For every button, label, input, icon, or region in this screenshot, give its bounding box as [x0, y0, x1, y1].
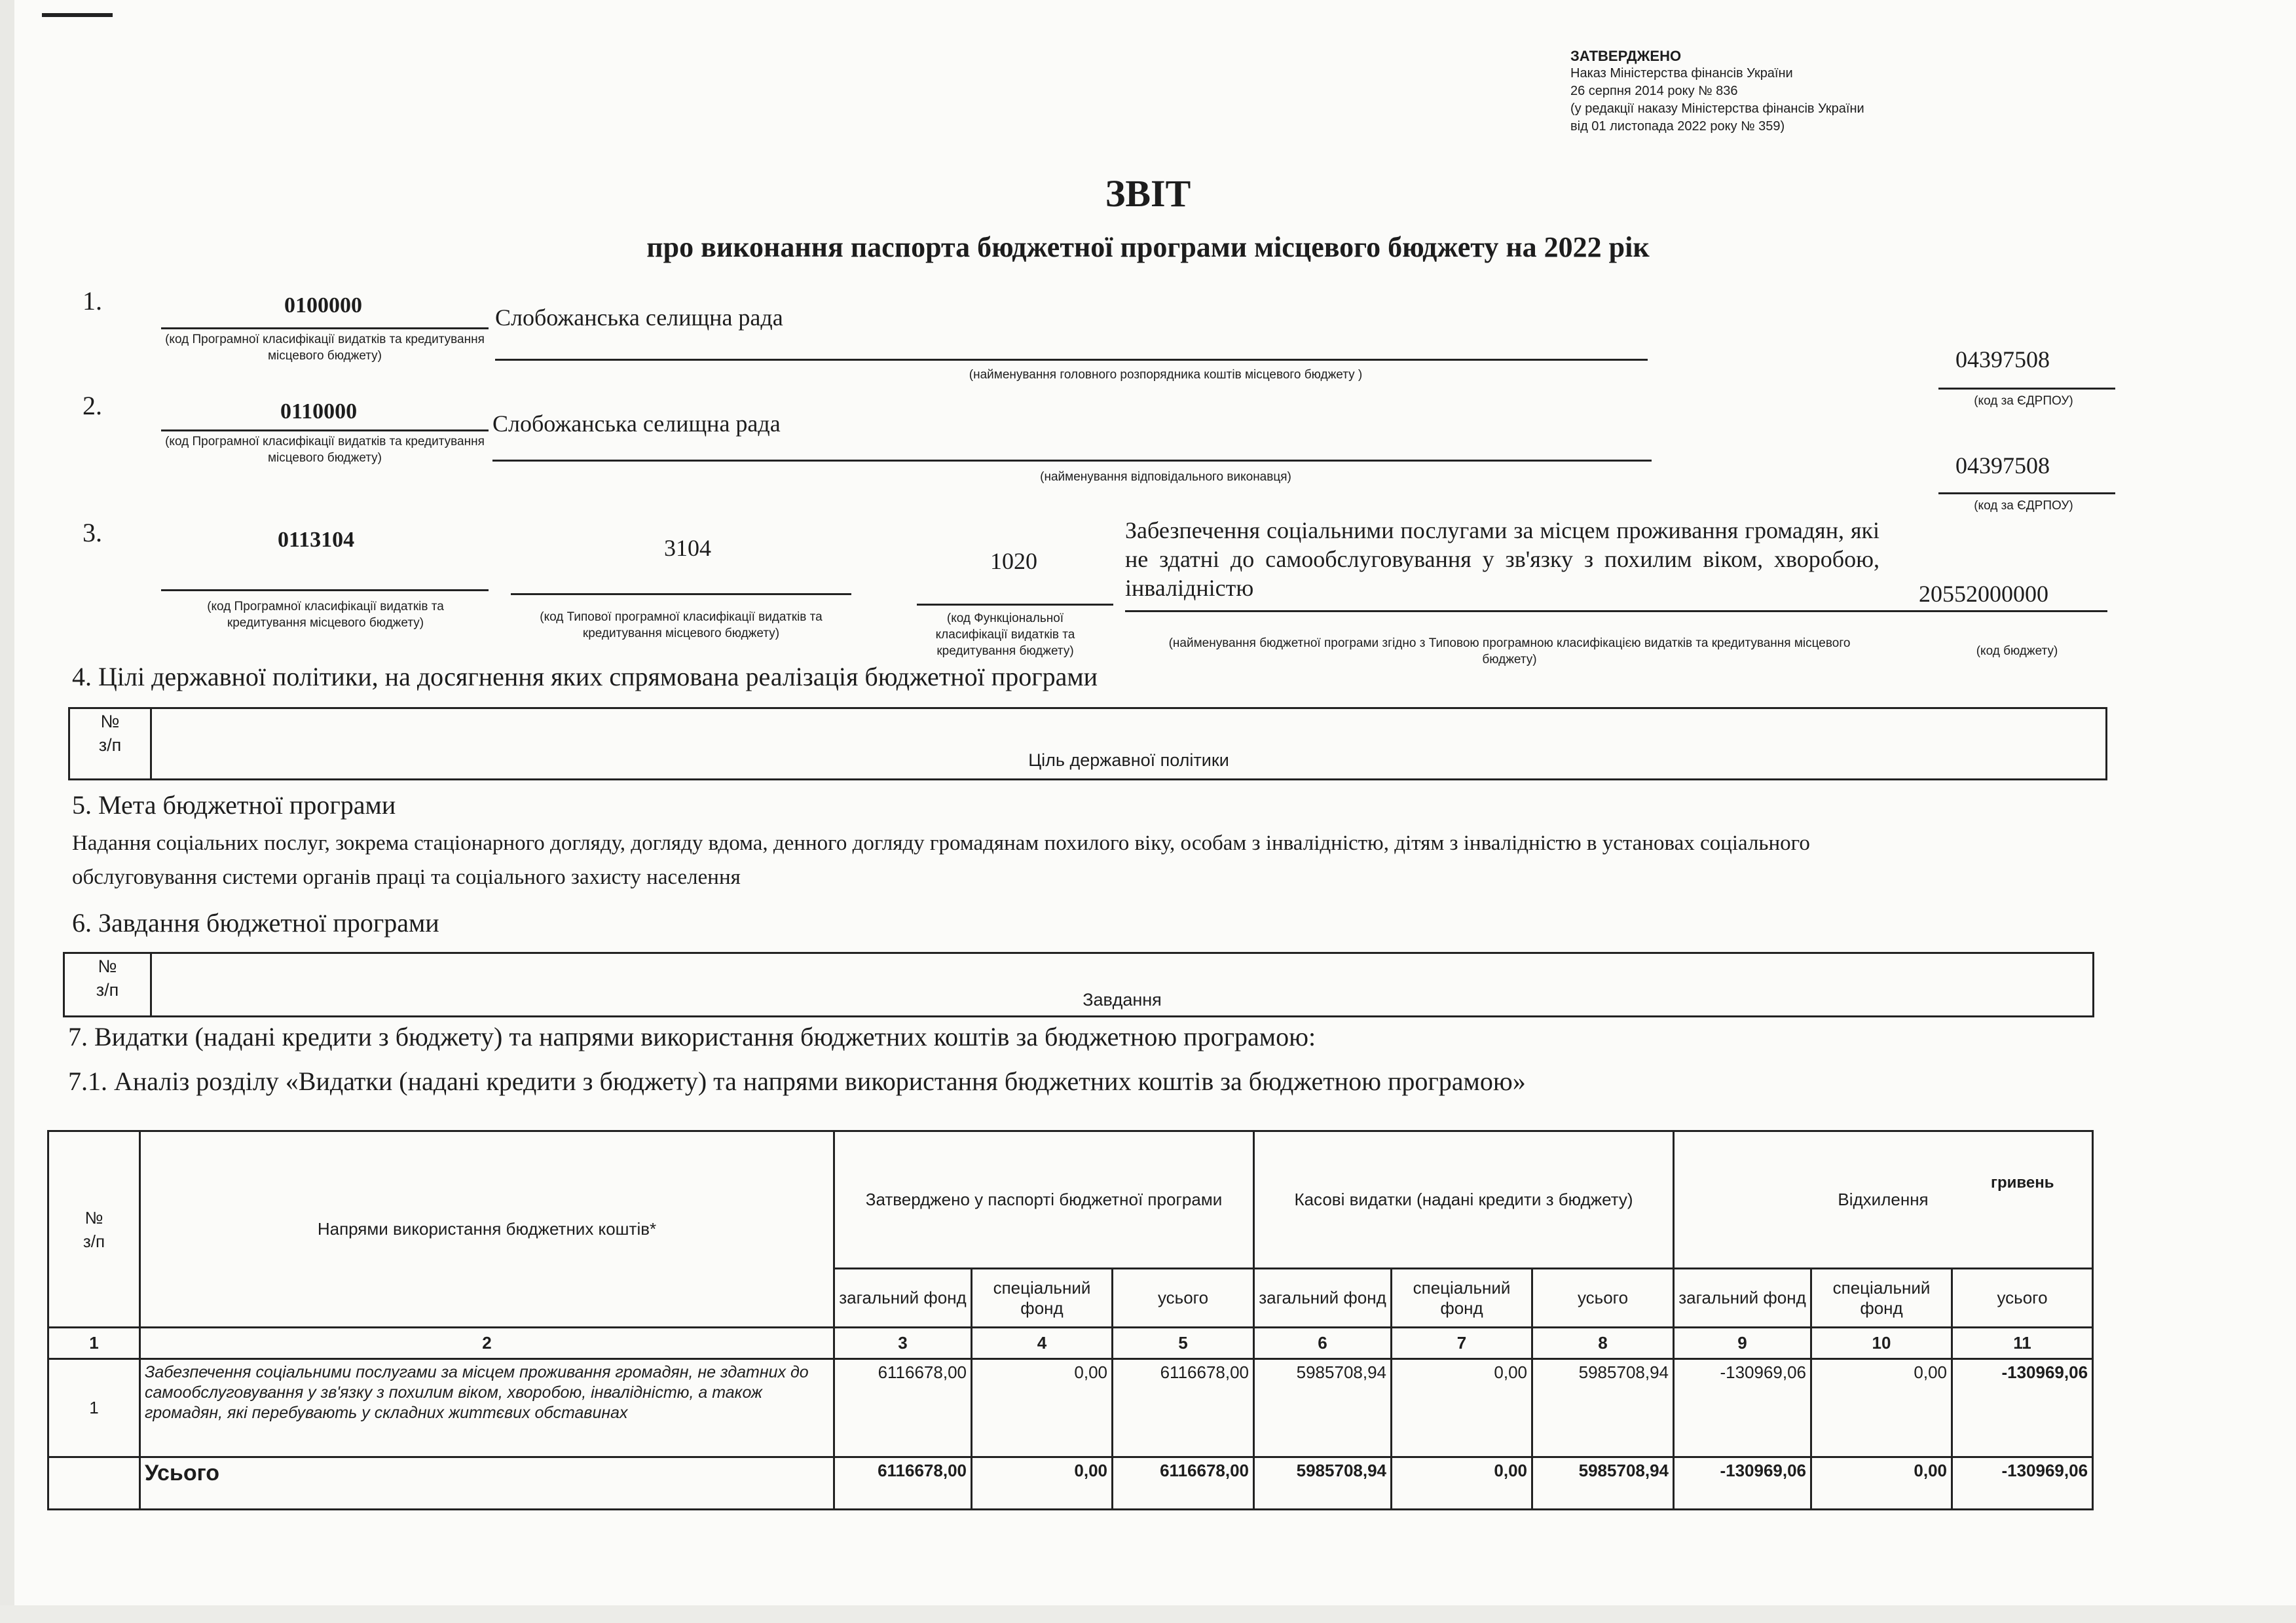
scan-mark — [42, 13, 113, 17]
document-title: ЗВІТ — [1105, 172, 1191, 215]
code-hint: (код Програмної класифікації видатків та кредитування місцевого бюджету) — [165, 333, 485, 363]
typical-code: 3104 — [664, 535, 711, 561]
program-purpose-line: Надання соціальних послуг, зокрема стаціонарного догляду, догляду вдома, денного догляду громадянам похилого віку, особам з інвалідністю, дітям з інвалідністю в установах соціального — [72, 831, 1810, 855]
column-number: 6 — [1254, 1328, 1392, 1359]
total-value: 0,00 — [1392, 1457, 1532, 1510]
row-value: 6116678,00 — [834, 1359, 972, 1457]
column-number: 10 — [1811, 1328, 1952, 1359]
header-cash: Касові видатки (надані кредити з бюджету) — [1254, 1131, 1674, 1269]
header-special-fund: спеціальний фонд — [972, 1269, 1113, 1328]
edrpou-hint: (код за ЄДРПОУ) — [1974, 394, 2073, 408]
row-value: -130969,06 — [1952, 1359, 2093, 1457]
header-no: № з/п — [48, 1131, 140, 1328]
column-number: 5 — [1113, 1328, 1254, 1359]
edrpou-code: 04397508 — [1955, 346, 2050, 373]
row-value: -130969,06 — [1674, 1359, 1811, 1457]
function-hint: (код Функціональної класифікації видатків та кредитування бюджету) — [935, 611, 1075, 658]
item-number: 2. — [83, 391, 102, 420]
section-6-heading: 6. Завдання бюджетної програми — [72, 908, 439, 938]
document-subtitle: про виконання паспорта бюджетної програми місцевого бюджету на 2022 рік — [646, 231, 1650, 263]
column-number: 11 — [1952, 1328, 2093, 1359]
column-number: 7 — [1392, 1328, 1532, 1359]
total-value: 6116678,00 — [1113, 1457, 1254, 1510]
divider — [161, 327, 489, 329]
approval-line: Наказ Міністерства фінансів України — [1570, 66, 1793, 81]
approval-block — [1570, 47, 1864, 136]
program-code: 0113104 — [278, 528, 355, 552]
tasks-table — [63, 952, 2094, 1017]
section-7-1-heading: 7.1. Аналіз розділу «Видатки (надані кредити з бюджету) та напрями використання бюджетних коштів за бюджетною програмою» — [68, 1067, 1526, 1096]
col-task-header: Завдання — [151, 953, 2094, 1017]
approval-line: від 01 листопада 2022 року № 359) — [1570, 119, 1785, 134]
column-number: 1 — [48, 1328, 140, 1359]
total-value: 0,00 — [972, 1457, 1113, 1510]
header-total: усього — [1952, 1269, 2093, 1328]
program-name-hint: (найменування бюджетної програми згідно з Типовою програмною класифікацією видатків та кредитування місцевого бюджету) — [1168, 636, 1851, 666]
header-general-fund: загальний фонд — [834, 1269, 972, 1328]
divider — [1125, 610, 2107, 612]
program-purpose-line: обслуговування системи органів праці та соціального захисту населення — [72, 866, 741, 889]
item-number: 1. — [83, 286, 102, 316]
column-number: 3 — [834, 1328, 972, 1359]
column-number: 8 — [1532, 1328, 1674, 1359]
total-empty-cell — [48, 1457, 140, 1510]
approval-line: (у редакції наказу Міністерства фінансів України — [1570, 101, 1864, 116]
header-approved: Затверджено у паспорті бюджетної програми — [834, 1131, 1254, 1269]
total-value: 0,00 — [1811, 1457, 1952, 1510]
divider — [492, 460, 1652, 462]
row-value: 5985708,94 — [1254, 1359, 1392, 1457]
divider — [1938, 388, 2115, 390]
col-no-header: № з/п — [64, 953, 151, 1017]
program-code: 0100000 — [284, 293, 362, 318]
header-general-fund: загальний фонд — [1674, 1269, 1811, 1328]
total-row — [48, 1457, 2093, 1510]
program-name: Забезпечення соціальними послугами за місцем проживання громадян, які не здатні до самообслуговування у зв'язку з похилим віком, хворобою, інвалідністю — [1125, 517, 1879, 601]
row-value: 0,00 — [1811, 1359, 1952, 1457]
total-value: 5985708,94 — [1532, 1457, 1674, 1510]
edrpou-code: 04397508 — [1955, 452, 2050, 479]
goals-table — [68, 707, 2107, 780]
header-total: усього — [1113, 1269, 1254, 1328]
header-special-fund: спеціальний фонд — [1392, 1269, 1532, 1328]
code-hint: (код Програмної класифікації видатків та кредитування місцевого бюджету) — [207, 600, 444, 630]
manager-name: Слобожанська селищна рада — [495, 304, 783, 331]
name-hint: (найменування відповідального виконавця) — [1040, 470, 1291, 484]
expenditure-table — [47, 1130, 2094, 1510]
header-directions: Напрями використання бюджетних коштів* — [140, 1131, 834, 1328]
row-value: 6116678,00 — [1113, 1359, 1254, 1457]
total-value: 5985708,94 — [1254, 1457, 1392, 1510]
header-total: усього — [1532, 1269, 1674, 1328]
col-goal-header: Ціль державної політики — [151, 708, 2107, 780]
section-5-heading: 5. Мета бюджетної програми — [72, 790, 396, 820]
currency-unit: гривень — [1991, 1174, 2054, 1192]
header-general-fund: загальний фонд — [1254, 1269, 1392, 1328]
code-hint: (код Програмної класифікації видатків та кредитування місцевого бюджету) — [165, 435, 485, 465]
function-code: 1020 — [990, 548, 1037, 574]
divider — [161, 589, 489, 591]
edrpou-hint: (код за ЄДРПОУ) — [1974, 499, 2073, 513]
divider — [1938, 492, 2115, 494]
scan-edge-bottom — [0, 1605, 2296, 1623]
budget-hint: (код бюджету) — [1976, 644, 2058, 658]
divider — [917, 604, 1113, 606]
divider — [511, 593, 851, 595]
header-special-fund: спеціальний фонд — [1811, 1269, 1952, 1328]
executor-name: Слобожанська селищна рада — [492, 410, 781, 437]
typical-hint: (код Типової програмної класифікації видатків та кредитування місцевого бюджету) — [540, 610, 823, 640]
divider — [495, 359, 1648, 361]
section-7-heading: 7. Видатки (надані кредити з бюджету) та напрями використання бюджетних коштів за бюджетною програмою: — [68, 1022, 1316, 1051]
item-number: 3. — [83, 518, 102, 547]
column-number: 2 — [140, 1328, 834, 1359]
header-deviation: Відхилення — [1674, 1131, 2093, 1269]
column-number: 4 — [972, 1328, 1113, 1359]
row-value: 0,00 — [972, 1359, 1113, 1457]
total-value: -130969,06 — [1674, 1457, 1811, 1510]
approval-heading: ЗАТВЕРДЖЕНО — [1570, 48, 1682, 64]
row-value: 5985708,94 — [1532, 1359, 1674, 1457]
col-no-header: № з/п — [69, 708, 151, 780]
row-value: 0,00 — [1392, 1359, 1532, 1457]
row-no: 1 — [48, 1359, 140, 1457]
total-value: -130969,06 — [1952, 1457, 2093, 1510]
name-hint: (найменування головного розпорядника коштів місцевого бюджету ) — [969, 368, 1363, 382]
column-number: 9 — [1674, 1328, 1811, 1359]
total-value: 6116678,00 — [834, 1457, 972, 1510]
row-direction: Забезпечення соціальними послугами за місцем проживання громадян, не здатних до самообслуговування у зв'язку з похилим віком, хворобою, інвалідністю, а також громадян, які перебувають у складних життєвих обставинах — [140, 1359, 834, 1457]
budget-code: 20552000000 — [1919, 581, 2048, 607]
section-4-heading: 4. Цілі державної політики, на досягнення яких спрямована реалізація бюджетної програми — [72, 662, 1098, 691]
program-code: 0110000 — [280, 399, 358, 424]
table-row — [48, 1359, 2093, 1457]
approval-line: 26 серпня 2014 року № 836 — [1570, 84, 1738, 98]
divider — [161, 429, 489, 431]
total-label: Усього — [140, 1457, 834, 1510]
